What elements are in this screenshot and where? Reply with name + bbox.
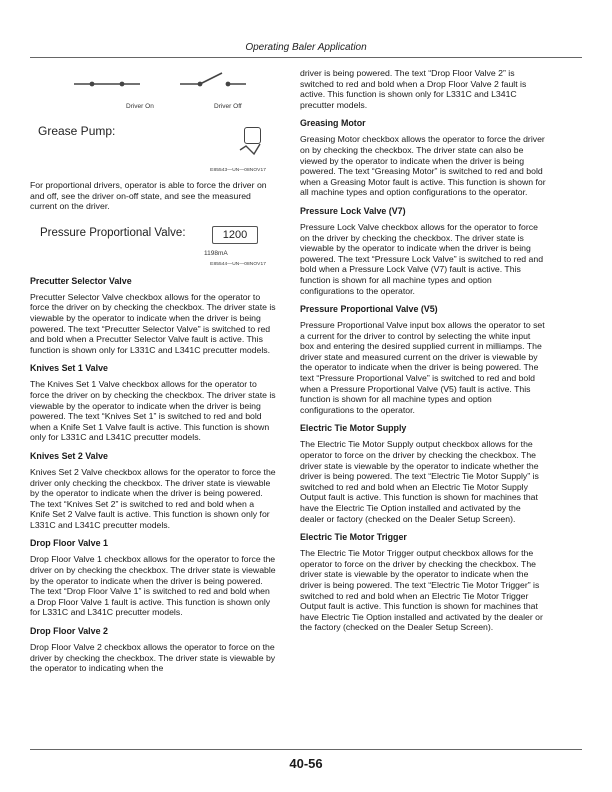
- section-knives-set-2-valve: [30, 451, 276, 531]
- measured-current-readout: 1198mA: [204, 249, 228, 257]
- section-body: Precutter Selector Valve checkbox allows for the operator to force the driver on by checking the checkbox. The driver state is viewable by the operator to indicate when the driver is being powered. The text “Precutter Selector Valve” is switched to red and bold when a Precutter Selector Valve fault is active. This function is shown only for L331C and L341C precutter models.: [30, 291, 276, 355]
- section-pressure-lock-valve: [300, 206, 546, 296]
- page-number: 40-56: [289, 756, 323, 771]
- section-drop-floor-valve-1: [30, 538, 276, 618]
- section-body: Drop Floor Valve 1 checkbox allows for the operator to force the driver on by checking the checkbox. The driver state is viewable by the operator to indicate when the driver is being powered. The text “Drop Floor Valve 1” is switched to red and bold when a Drop Floor Valve 1 fault is active. This function is shown only for L331C and L341C precutter models.: [30, 554, 276, 618]
- section-greasing-motor: [300, 118, 546, 198]
- driver-on-label: Driver On: [126, 103, 154, 110]
- section-body: Greasing Motor checkbox allows the operator to force the driver on by checking the checkbox. The driver state can also be viewed by the operator to indicate when the driver is being powered. The text “Greasing Motor” is switched to red and bold when a Greasing Motor fault is active. This function is shown for all machine types and option configurations to the operator.: [300, 134, 546, 198]
- section-electric-tie-motor-supply: [300, 423, 546, 524]
- section-title: Pressure Proportional Valve (V5): [300, 304, 438, 315]
- figure-driver-states: [30, 68, 276, 180]
- section-title: Drop Floor Valve 2: [30, 626, 108, 637]
- pressure-proportional-label: Pressure Proportional Valve:: [40, 226, 186, 239]
- footer-rule: [30, 749, 582, 750]
- section-title: Electric Tie Motor Trigger: [300, 532, 407, 543]
- driver-off-label: Driver Off: [214, 103, 242, 110]
- switch-open-icon: [180, 73, 246, 86]
- section-title: Knives Set 2 Valve: [30, 450, 108, 461]
- section-body: Drop Floor Valve 2 checkbox allows the operator to force on the driver by checking the checkbox. The driver state is viewable by the operator to indicating when the: [30, 642, 276, 674]
- section-body: Pressure Proportional Valve input box allows the operator to set a current for the driver to control by selecting the white input box and entering the desired supplied current in milliamps. The driver state and measured current on the driver is viewable by the operator to indicate when the driver is being powered. The text “Pressure Proportional Valve” is switched to red and bold when a Pressure Proportional Valve (V5) fault is active. This function is shown for all machine types and option configurations to the operator.: [300, 320, 545, 415]
- section-title: Knives Set 1 Valve: [30, 363, 108, 374]
- left-column: [30, 68, 276, 680]
- pressure-proportional-input[interactable]: 1200: [212, 226, 258, 244]
- grease-pump-label: Grease Pump:: [38, 124, 116, 138]
- running-header: Operating Baler Application: [245, 42, 367, 53]
- section-title: Pressure Lock Valve (V7): [300, 205, 406, 216]
- section-body: The Knives Set 1 Valve checkbox allows for the operator to force the driver on by checking the checkbox. The driver state is viewable by the operator to indicate when the driver is being powered. The text “Knives Set 1” is switched to red and bold when a Knife Set 1 Valve fault is active. This function is shown only for L331C and L341C precutter models.: [30, 379, 276, 443]
- figure1-text: For proportional drivers, operator is able to force the driver on and off, see the driver on-off state, and see the measured current on the driver.: [30, 180, 267, 212]
- section-title: Drop Floor Valve 1: [30, 538, 108, 549]
- section-title: Electric Tie Motor Supply: [300, 423, 407, 434]
- section-knives-set-1-valve: [30, 363, 276, 443]
- section-body: Knives Set 2 Valve checkbox allows for the operator to force the driver only checking the checkbox. The driver state is viewable by the operator to indicate when the driver is being powered. The text “Knives Set 2” is switched to red and bold when a Knife Set 2 Valve fault is active. This function is shown only for L331C and L341C precutter models.: [30, 466, 276, 530]
- section-body: Pressure Lock Valve checkbox allows for the operator to force on the driver by checking the checkbox. The driver state is viewable by the operator to indicate when the driver is being powered. The text “Pressure Lock Valve” is switched to red and bold when a Pressure Lock Valve (V7) fault is active. This function is shown for all machine types and option configurations to the operator.: [300, 221, 544, 296]
- section-title: Greasing Motor: [300, 118, 366, 129]
- figure2-caption: E85544—UN—08NOV17: [210, 261, 266, 267]
- section-pressure-proportional-valve: [300, 304, 546, 415]
- check-mark-icon: [240, 144, 260, 154]
- continued-text: driver is being powered. The text “Drop Floor Valve 2” is switched to red and bold when a Drop Floor Valve 2 fault is active. This function is shown only for L331C and L341C precutter models.: [300, 68, 527, 110]
- section-title: Precutter Selector Valve: [30, 275, 132, 286]
- figure1-caption: E85543—UN—08NOV17: [210, 168, 266, 173]
- figure-pressure-proportional: [30, 220, 276, 268]
- section-electric-tie-motor-trigger: [300, 532, 546, 633]
- header-rule: [30, 57, 582, 58]
- section-body: The Electric Tie Motor Trigger output checkbox allows for the operator to force on the driver by checking the checkbox. The driver state is viewable by the operator to indicate when the driver is being powered. The text “Electric Tie Motor Trigger” is switched to red and bold when an Electric Tie Motor Trigger Output fault is active. This function is shown for machines that have Electric Tie Option installed and activated by the dealer or the factory (checked on the Dealer Setup Screen).: [300, 548, 543, 633]
- grease-pump-checkbox[interactable]: [244, 127, 261, 144]
- right-column: [300, 68, 546, 639]
- section-precutter-selector-valve: [30, 276, 276, 356]
- section-drop-floor-valve-2: [30, 626, 276, 674]
- section-body: The Electric Tie Motor Supply output checkbox allows for the operator to force on the driver by checking the checkbox. The driver state is viewable by the operator to indicate whether the driver is being powered. The text “Electric Tie Motor Supply” is switched to red and bold when an Electric Tie Motor Supply Output fault is active. This function is shown for machines that have the Electric Tie Option installed and activated by the dealer or factory (checked on the Dealer Setup Screen).: [300, 439, 539, 524]
- switch-closed-icon: [74, 82, 140, 87]
